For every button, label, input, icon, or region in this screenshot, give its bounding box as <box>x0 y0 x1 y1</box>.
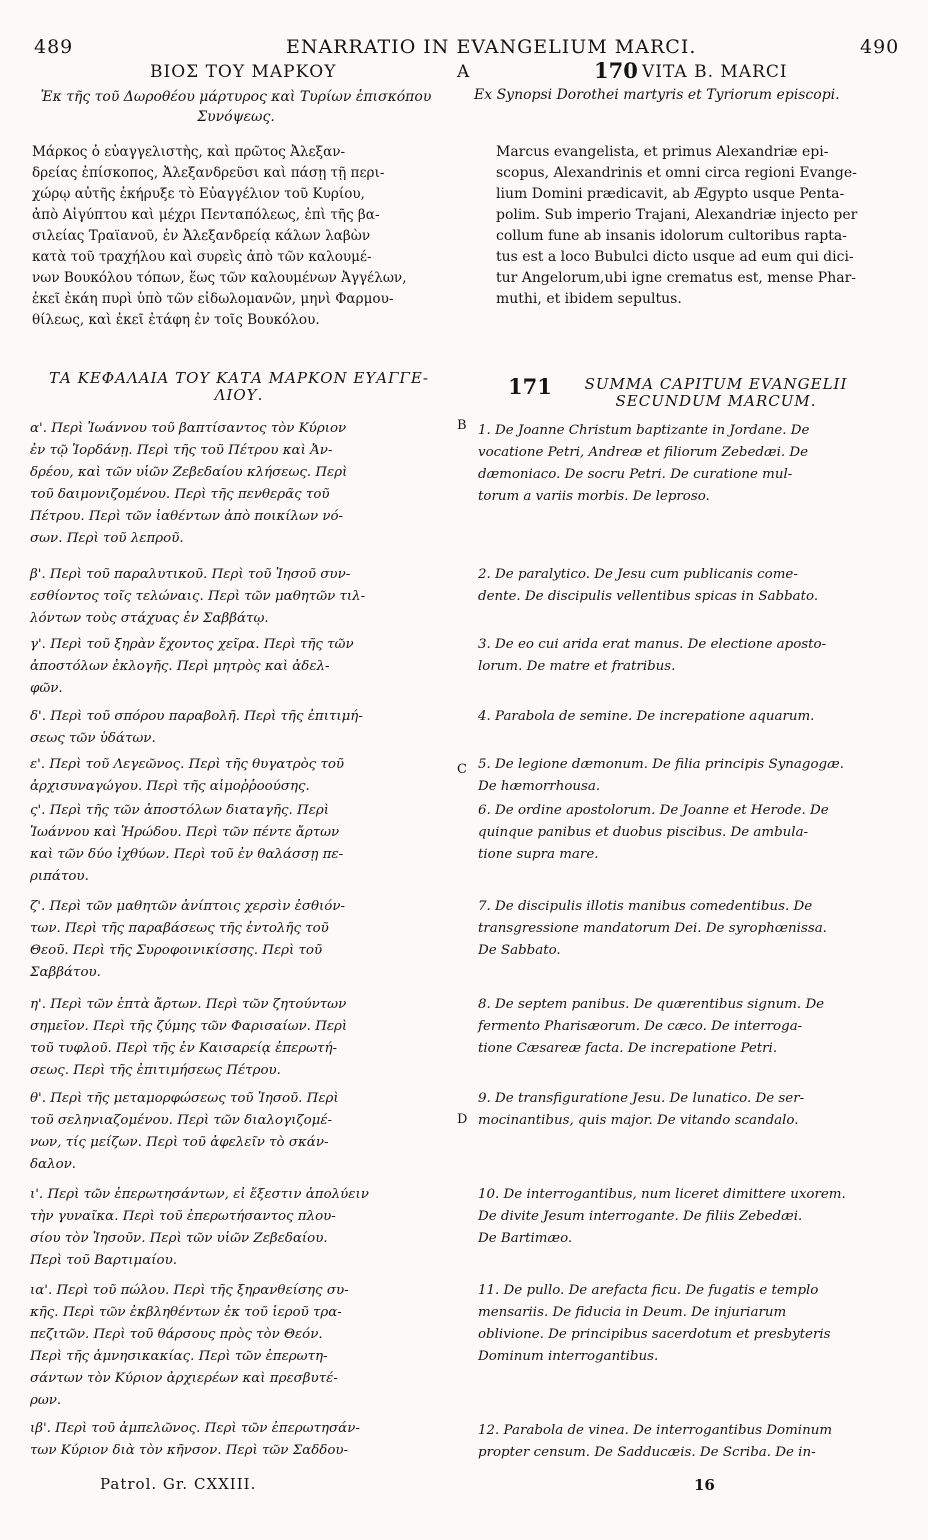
margin-letter-a: A <box>457 62 470 82</box>
latin-capitulum-line: tione supra mare. <box>478 847 599 862</box>
latin-capitulum-line: 2. De paralytico. De Jesu cum publicanis come- <box>478 567 798 582</box>
greek-vita-line: δρείας ἐπίσκοπος, Ἀλεξανδρεῦσι καὶ πάσῃ τῇ περι- <box>32 165 385 181</box>
greek-vita-heading: Ἐκ τῆς τοῦ Δωροθέου μάρτυρος καὶ Τυρίων ἐπισκόπου Συνόψεως. <box>40 89 432 125</box>
latin-capitulum <box>478 634 918 678</box>
greek-capitulum <box>30 754 450 798</box>
greek-vita-line: ἀπὸ Αἰγύπτου καὶ μέχρι Πενταπόλεως, ἐπὶ τῆς βα- <box>32 207 380 223</box>
latin-column-number: 170 <box>594 58 638 83</box>
greek-capitulum-line: Ἰωάννου καὶ Ἡρώδου. Περὶ τῶν πέντε ἄρτων <box>30 825 340 840</box>
greek-capitulum-line: κῆς. Περὶ τῶν ἐκβληθέντων ἐκ τοῦ ἱεροῦ τρα- <box>30 1305 342 1320</box>
latin-capitulum-line: fermento Pharisæorum. De cæco. De interroga- <box>478 1019 803 1034</box>
greek-capita-title <box>26 370 452 404</box>
greek-capitulum-line: Περὶ τοῦ Βαρτιμαίου. <box>30 1253 177 1268</box>
latin-capitulum-line: vocatione Petri, Andreæ et filiorum Zebedæi. De <box>478 445 809 460</box>
greek-capitulum-line: δ'. Περὶ τοῦ σπόρου παραβολῆ. Περὶ τῆς ἐπιτιμή- <box>30 709 363 724</box>
greek-capitulum <box>30 1418 450 1462</box>
greek-capitulum <box>30 800 450 888</box>
greek-vita-line: σιλείας Τραϊανοῦ, ἐν Ἀλεξανδρείᾳ κάλων λαβὼν <box>32 228 371 244</box>
greek-capitulum-line: β'. Περὶ τοῦ παραλυτικοῦ. Περὶ τοῦ Ἰησοῦ συν- <box>30 567 351 582</box>
latin-capitulum-line: De hæmorrhousa. <box>478 779 601 794</box>
page-number-right: 490 <box>860 36 900 58</box>
latin-capitulum-line: dæmoniaco. De socru Petri. De curatione mul- <box>478 467 793 482</box>
greek-capitulum-line: δρέου, καὶ τῶν υἱῶν Ζεβεδαίου κλήσεως. Περὶ <box>30 465 348 480</box>
latin-capitulum-line: De divite Jesum interrogante. De filiis Zebedæi. <box>478 1209 803 1224</box>
greek-capitulum <box>30 896 450 984</box>
latin-vita-line: collum fune ab insanis idolorum cultoribus rapta- <box>496 228 847 244</box>
greek-capitulum-line: των Κύριον διὰ τὸν κῆνσον. Περὶ τῶν Σαδδου- <box>30 1443 349 1458</box>
latin-capitulum <box>478 564 918 608</box>
greek-capitulum-line: σημεῖον. Περὶ τῆς ζύμης τῶν Φαρισαίων. Περὶ <box>30 1019 348 1034</box>
latin-capitulum-line: oblivione. De principibus sacerdotum et presbyteris <box>478 1327 831 1342</box>
margin-letter-c: C <box>457 762 467 777</box>
latin-capitulum <box>478 994 918 1060</box>
latin-capitulum-line: mensariis. De fiducia in Deum. De injuriarum <box>478 1305 787 1320</box>
latin-capitulum-line: 10. De interrogantibus, num liceret dimittere uxorem. <box>478 1187 846 1202</box>
greek-capitulum-line: δαλον. <box>30 1157 77 1172</box>
latin-capitulum-line: tione Cæsareæ facta. De increpatione Petri. <box>478 1041 778 1056</box>
latin-vita-line: polim. Sub imperio Trajani, Alexandriæ injecto per <box>496 207 858 223</box>
greek-capitulum <box>30 564 450 630</box>
greek-capitulum-line: α'. Περὶ Ἰωάννου τοῦ βαπτίσαντος τὸν Κύριον <box>30 421 347 436</box>
latin-capitulum-line: 7. De discipulis illotis manibus comedentibus. De <box>478 899 813 914</box>
greek-capitulum-line: ιβ'. Περὶ τοῦ ἀμπελῶνος. Περὶ τῶν ἐπερωτησάν- <box>30 1421 360 1436</box>
latin-capitulum-line: 1. De Joanne Christum baptizante in Jordane. De <box>478 423 810 438</box>
greek-capitulum-line: σεως τῶν ὑδάτων. <box>30 731 156 746</box>
greek-capitulum-line: τοῦ σεληνιαζομένου. Περὶ τῶν διαλογιζομέ- <box>30 1113 333 1128</box>
latin-capita-title-line: SECUNDUM MARCUM. <box>615 392 817 410</box>
latin-capitulum-line: propter censum. De Sadducæis. De Scriba. De in- <box>478 1445 816 1460</box>
latin-capitulum <box>478 754 918 798</box>
greek-capitulum <box>30 1184 450 1272</box>
latin-capitulum-line: 11. De pullo. De arefacta ficu. De fugatis e templo <box>478 1283 819 1298</box>
latin-capitulum-line: 3. De eo cui arida erat manus. De electione aposto- <box>478 637 827 652</box>
greek-capitulum-line: ι'. Περὶ τῶν ἐπερωτησάντων, εἰ ἔξεστιν ἀπολύειν <box>30 1187 369 1202</box>
greek-vita-text <box>32 142 444 331</box>
latin-vita-text <box>496 142 912 310</box>
greek-vita-line: Μάρκος ὁ εὐαγγελιστὴς, καὶ πρῶτος Ἀλεξαν- <box>32 144 346 160</box>
latin-capitulum-line: 8. De septem panibus. De quærentibus signum. De <box>478 997 825 1012</box>
greek-capitulum <box>30 994 450 1082</box>
latin-capitulum <box>478 706 918 728</box>
latin-capitulum-line: dente. De discipulis vellentibus spicas in Sabbato. <box>478 589 819 604</box>
greek-capitulum-line: πεζιτῶν. Περὶ τοῦ θάρσους πρὸς τὸν Θεόν. <box>30 1327 323 1342</box>
latin-capitulum <box>478 1420 918 1464</box>
greek-capitulum-line: Σαββάτου. <box>30 965 101 980</box>
greek-capita-title-line: ΤΑ ΚΕΦΑΛΑΙΑ ΤΟΥ ΚΑΤΑ ΜΑΡΚΟΝ ΕΥΑΓΓΕ- <box>49 369 429 387</box>
latin-capitulum <box>478 1088 918 1132</box>
footer-signature: Patrol. Gr. CXXIII. <box>100 1475 257 1493</box>
latin-running-head: VITA B. MARCI <box>642 62 788 82</box>
greek-capitulum-line: τοῦ δαιμονιζομένου. Περὶ τῆς πενθερᾶς τοῦ <box>30 487 330 502</box>
greek-capitulum-line: ἀρχισυναγώγου. Περὶ τῆς αἱμοῤῥοούσης. <box>30 779 310 794</box>
greek-capitulum-line: σάντων τὸν Κύριον ἀρχιερέων καὶ πρεσβυτέ- <box>30 1371 338 1386</box>
greek-capitulum <box>30 634 450 700</box>
latin-capitulum-line: lorum. De matre et fratribus. <box>478 659 676 674</box>
latin-capitulum <box>478 896 918 962</box>
latin-vita-line: scopus, Alexandrinis et omni circa regioni Evange- <box>496 165 857 181</box>
greek-capitulum-line: γ'. Περὶ τοῦ ξηρὰν ἔχοντος χεῖρα. Περὶ τῆς τῶν <box>30 637 354 652</box>
latin-vita-line: tus est a loco Bubulci dicto usque ad eum qui dici- <box>496 249 854 265</box>
greek-capitulum-line: η'. Περὶ τῶν ἑπτὰ ἄρτων. Περὶ τῶν ζητούντων <box>30 997 347 1012</box>
greek-capitulum-line: ἐν τῷ Ἰορδάνῃ. Περὶ τῆς τοῦ Πέτρου καὶ Ἀν- <box>30 443 333 458</box>
latin-capita-title <box>546 376 886 410</box>
latin-capitulum-line: De Sabbato. <box>478 943 561 958</box>
greek-vita-line: θίλεως, καὶ ἐκεῖ ἐτάφη ἐν τοῖς Βουκόλου. <box>32 312 320 328</box>
greek-capitulum-line: καὶ τῶν δύο ἰχθύων. Περὶ τοῦ ἐν θαλάσσῃ πε- <box>30 847 344 862</box>
greek-capitulum-line: ζ'. Περὶ τῶν μαθητῶν ἀνίπτοις χερσὶν ἐσθιόν- <box>30 899 346 914</box>
latin-capitulum <box>478 800 918 866</box>
greek-capitulum-line: τὴν γυναῖκα. Περὶ τοῦ ἐπερωτήσαντος πλου- <box>30 1209 336 1224</box>
greek-capitulum-line: νων, τίς μείζων. Περὶ τοῦ ἀφελεῖν τὸ σκάν- <box>30 1135 329 1150</box>
running-title: ENARRATIO IN EVANGELIUM MARCI. <box>286 36 697 58</box>
greek-capitulum <box>30 418 450 550</box>
greek-capitulum-line: τοῦ τυφλοῦ. Περὶ τῆς ἐν Καισαρείᾳ ἐπερωτή- <box>30 1041 338 1056</box>
latin-capitulum <box>478 1184 918 1250</box>
greek-capitulum-line: των. Περὶ τῆς παραβάσεως τῆς ἐντολῆς τοῦ <box>30 921 329 936</box>
greek-capitulum-line: ρων. <box>30 1393 62 1408</box>
latin-vita-heading: Ex Synopsi Dorothei martyris et Tyriorum episcopi. <box>474 87 840 103</box>
greek-capitulum-line: ριπάτου. <box>30 869 89 884</box>
greek-capitulum-line: εσθίοντος τοῖς τελώναις. Περὶ τῶν μαθητῶν τιλ- <box>30 589 366 604</box>
greek-capitulum-line: φῶν. <box>30 681 63 696</box>
latin-capitulum-line: 12. Parabola de vinea. De interrogantibus Dominum <box>478 1423 833 1438</box>
greek-capitulum <box>30 1280 450 1412</box>
greek-capitulum-line: ε'. Περὶ τοῦ Λεγεῶνος. Περὶ τῆς θυγατρὸς τοῦ <box>30 757 345 772</box>
greek-capitulum-line: θ'. Περὶ τῆς μεταμορφώσεως τοῦ Ἰησοῦ. Περὶ <box>30 1091 339 1106</box>
greek-capitulum-line: σων. Περὶ τοῦ λεπροῦ. <box>30 531 184 546</box>
greek-vita-line: χώρῳ αὐτῆς ἐκήρυξε τὸ Εὐαγγέλιον τοῦ Κυρίου, <box>32 186 366 202</box>
latin-capitulum-line: Dominum interrogantibus. <box>478 1349 659 1364</box>
footer-gathering-number: 16 <box>694 1476 715 1494</box>
latin-capitulum-line: mocinantibus, quis major. De vitando scandalo. <box>478 1113 799 1128</box>
latin-capita-title-line: SUMMA CAPITUM EVANGELII <box>584 375 848 393</box>
greek-capitulum <box>30 1088 450 1176</box>
greek-capitulum-line: ς'. Περὶ τῆς τῶν ἀποστόλων διαταγῆς. Περὶ <box>30 803 329 818</box>
latin-vita-line: lium Domini prædicavit, ab Ægypto usque Penta- <box>496 186 845 202</box>
latin-vita-line: Marcus evangelista, et primus Alexandriæ epi- <box>496 144 829 160</box>
greek-vita-line: κατὰ τοῦ τραχήλου καὶ συρεὶς ἀπὸ τῶν καλουμέ- <box>32 249 372 265</box>
latin-capita-number: 171 <box>508 374 552 399</box>
greek-capitulum-line: ια'. Περὶ τοῦ πώλου. Περὶ τῆς ξηρανθείσης συ- <box>30 1283 349 1298</box>
greek-capitulum-line: σεως. Περὶ τῆς ἐπιτιμήσεως Πέτρου. <box>30 1063 281 1078</box>
greek-capita-title-line: ΛΙΟΥ. <box>214 386 264 404</box>
greek-vita-line: ἐκεῖ ἐκάη πυρὶ ὑπὸ τῶν εἰδωλομανῶν, μηνὶ Φαρμου- <box>32 291 394 307</box>
greek-capitulum-line: Περὶ τῆς ἀμνησικακίας. Περὶ τῶν ἐπερωτη- <box>30 1349 328 1364</box>
greek-running-head: ΒΙΟΣ ΤΟΥ ΜΑΡΚΟΥ <box>150 62 337 82</box>
greek-capitulum-line: Θεοῦ. Περὶ τῆς Συροφοινικίσσης. Περὶ τοῦ <box>30 943 323 958</box>
latin-capitulum <box>478 420 918 508</box>
greek-capitulum-line: ἀποστόλων ἐκλογῆς. Περὶ μητρὸς καὶ ἀδελ- <box>30 659 330 674</box>
latin-capitulum-line: quinque panibus et duobus piscibus. De ambula- <box>478 825 809 840</box>
latin-capitulum-line: 9. De transfiguratione Jesu. De lunatico. De ser- <box>478 1091 805 1106</box>
latin-capitulum <box>478 1280 918 1368</box>
greek-capitulum <box>30 706 450 750</box>
page-number-left: 489 <box>34 36 74 58</box>
greek-capitulum-line: λόντων τοὺς στάχυας ἐν Σαββάτῳ. <box>30 611 269 626</box>
latin-vita-line: tur Angelorum,ubi igne crematus est, mense Phar- <box>496 270 857 286</box>
latin-capitulum-line: transgressione mandatorum Dei. De syrophœnissa. <box>478 921 827 936</box>
margin-letter-d: D <box>457 1112 468 1127</box>
greek-vita-line: νων Βουκόλου τόπων, ἕως τῶν καλουμένων Ἀγγέλων, <box>32 270 407 286</box>
latin-vita-line: muthi, et ibidem sepultus. <box>496 291 682 307</box>
latin-capitulum-line: 4. Parabola de semine. De increpatione aquarum. <box>478 709 815 724</box>
margin-letter-b: B <box>457 418 467 433</box>
latin-capitulum-line: 6. De ordine apostolorum. De Joanne et Herode. De <box>478 803 829 818</box>
latin-capitulum-line: De Bartimæo. <box>478 1231 573 1246</box>
latin-capitulum-line: torum a variis morbis. De leproso. <box>478 489 710 504</box>
greek-capitulum-line: σίου τὸν Ἰησοῦν. Περὶ τῶν υἱῶν Ζεβεδαίου. <box>30 1231 328 1246</box>
latin-capitulum-line: 5. De legione dæmonum. De filia principis Synagogæ. <box>478 757 844 772</box>
greek-capitulum-line: Πέτρου. Περὶ τῶν ἰαθέντων ἀπὸ ποικίλων νό- <box>30 509 344 524</box>
